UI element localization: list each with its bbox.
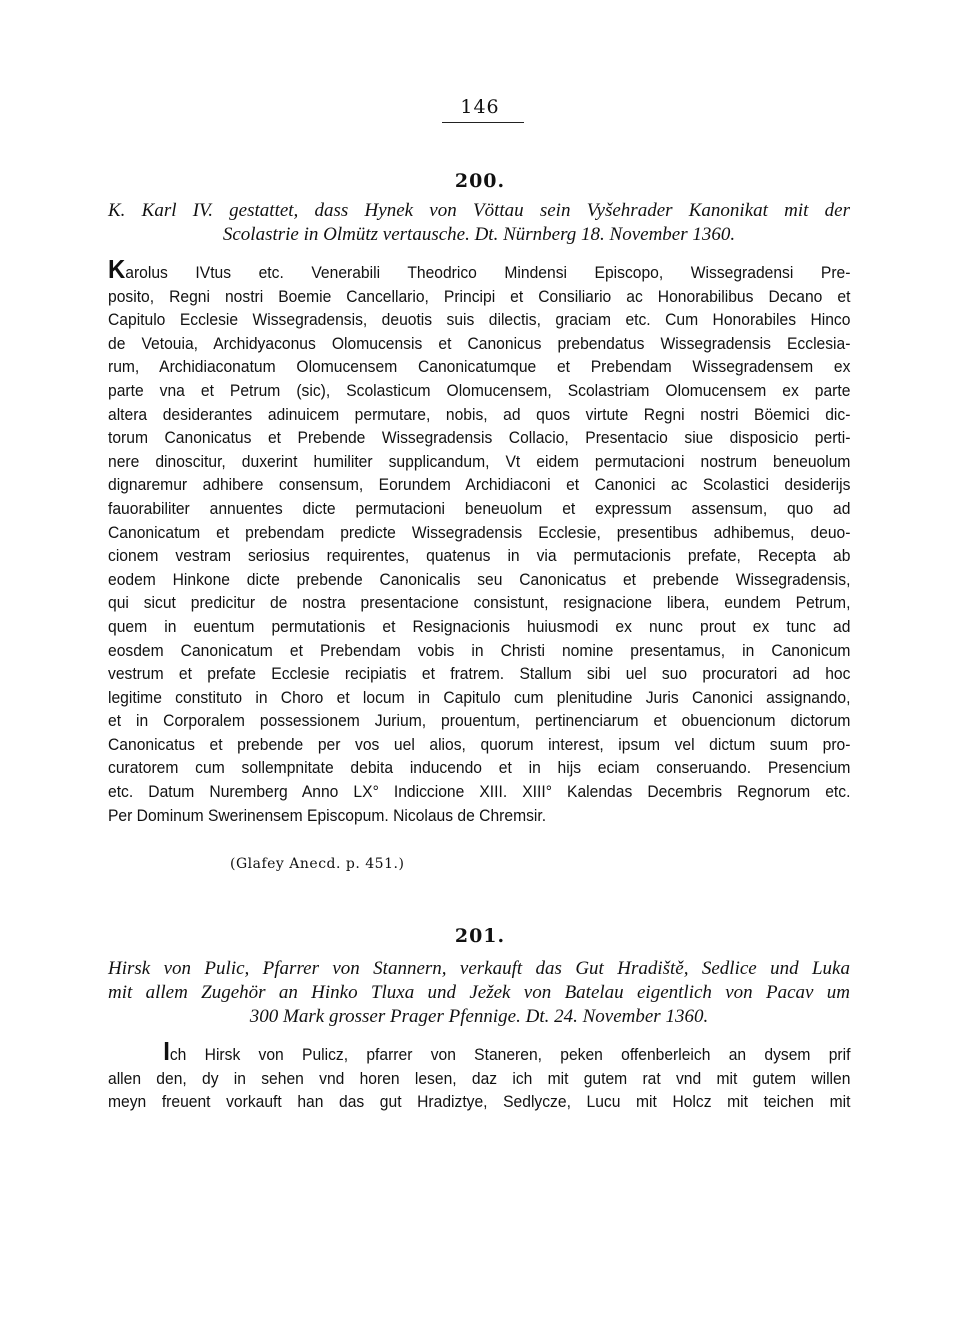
text-line: vestrum et prefate Ecclesie recipiatis et fratrem. Stallum sibi uel suo procuratori ad hoc [108, 664, 851, 684]
charter-text-200 [108, 254, 851, 827]
text-line: allen den, dy in sehen vnd horen lesen, daz ich mit gutem rat vnd mit gutem willen [108, 1068, 851, 1088]
source-citation: (Glafey Anecd. p. 451.) [230, 856, 405, 872]
text-line: eosdem Canonicatum et Prebendam vobis in Christi nomine presentamus, in Canonicum [108, 640, 851, 660]
regest-200 [108, 199, 850, 247]
text-line: curatorem cum sollempnitate debita inducendo et in hijs eciam conseruando. Presencium [108, 758, 851, 778]
text-line: legitime constituto in Choro et locum in Capitulo cum plenitudine Juris Canonici assignando, [108, 687, 851, 707]
text-line: de Vetouia, Archidyaconus Olomucensis et Canonicus prebendatus Wissegradensis Ecclesia- [108, 333, 851, 353]
text-line: torum Canonicatus et Prebende Wissegradensis Collacio, Presentacio siue disposicio perti- [108, 428, 851, 448]
regest-line: 300 Mark grosser Prager Pfennige. Dt. 24. November 1360. [249, 1006, 709, 1027]
text-line: Canonicatus et prebende per vos uel alios, quorum interest, ipsum vel dictum suum pro- [108, 734, 851, 754]
initial-letter: K [108, 254, 126, 284]
text-line: etc. Datum Nuremberg Anno LX° Indiccione XIII. XIII° Kalendas Decembris Regnorum etc. [108, 782, 851, 802]
text-line: Capitulo Ecclesie Wissegradensis, deuotis suis dilectis, graciam etc. Cum Honorabiles Hinco [108, 310, 851, 330]
text-line-rest: ch Hirsk von Pulicz, pfarrer von Staneren, peken offenberleich an dysem prif [169, 1045, 851, 1064]
initial-letter: I [163, 1036, 170, 1066]
text-line: Canonicatum et prebendam predicte Wissegradensis Ecclesie, presentibus adhibemus, deuo- [108, 522, 851, 542]
text-line: posito, Regni nostri Boemie Cancellario, Principi et Consiliario ac Honorabilibus Decano et [108, 286, 851, 306]
text-line: dignaremur adhibere consensum, Eorundem Archidiaconi et Canonici ac Scolastici desiderijs [108, 475, 851, 495]
text-line: meyn freuent vorkauft han das gut Hradiztye, Sedlycze, Lucu mit Holcz mit teichen mit [108, 1092, 851, 1112]
text-line [108, 254, 851, 285]
text-line: qui sicut predicitur de nostra presentacione consistunt, resignacione libera, eundem Petrum, [108, 593, 851, 613]
regest-line: Hirsk von Pulic, Pfarrer von Stannern, verkauft das Gut Hradiště, Sedlice und Luka [108, 958, 850, 979]
page-number-rule [442, 122, 524, 123]
text-line: et in Corporalem possessionem Jurium, prouentum, pertinenciarum et obuencionum dictorum [108, 711, 851, 731]
text-line [108, 1036, 851, 1067]
page-number: 146 [460, 96, 500, 118]
document-number-200: 200. [454, 170, 506, 192]
text-line: cionem vestram seriosius requirentes, quatenus in via permutacionis prefate, Recepta ab [108, 546, 851, 566]
text-line: rum, Archidiaconatum Olomucensem Canonicatumque et Prebendam Wissegradensem ex [108, 357, 851, 377]
charter-text-201 [108, 1036, 851, 1114]
text-line: quem in euentum permutationis et Resignacionis huiusmodi ex nunc prout ex tunc ad [108, 616, 851, 636]
regest-line: K. Karl IV. gestattet, dass Hynek von Vöttau sein Vyšehrader Kanonikat mit der [108, 200, 850, 221]
text-line: nere dinoscitur, duxerint humiliter supplicandum, Vt eidem permutacioni nostrum beneuolum [108, 451, 851, 471]
text-line: eodem Hinkone dicte prebende Canonicalis seu Canonicatus et prebende Wissegradensis, [108, 569, 851, 589]
text-line: altera desiderantes adinuicem permutare, nobis, ad quos virtute Regni nostri Böemici dic- [108, 404, 851, 424]
regest-201 [108, 957, 850, 1029]
text-line: fauorabiliter annuentes dicte permutacioni beneuolum et expressum assensum, quo ad [108, 498, 851, 518]
document-number-201: 201. [454, 925, 506, 947]
text-line: Per Dominum Swerinensem Episcopum. Nicolaus de Chremsir. [108, 805, 547, 825]
regest-line: mit allem Zugehör an Hinko Tluxa und Ježek von Batelau eigentlich von Pacav um [108, 982, 850, 1003]
text-line-rest: arolus IVtus etc. Venerabili Theodrico Mindensi Episcopo, Wissegradensi Pre- [125, 263, 851, 282]
regest-line: Scolastrie in Olmütz vertausche. Dt. Nürnberg 18. November 1360. [222, 224, 736, 245]
text-line: parte vna et Petrum (sic), Scolasticum Olomucensem, Scolastriam Olomucensem ex parte [108, 380, 851, 400]
